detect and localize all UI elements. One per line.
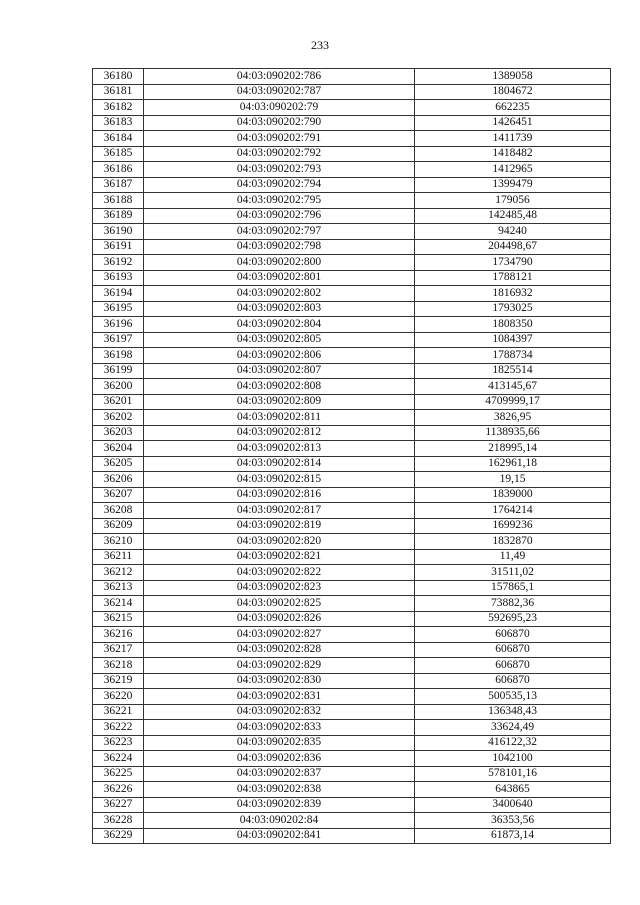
value-cell: 1825514	[415, 363, 611, 379]
table-row	[93, 115, 611, 131]
cadastral-number-cell: 04:03:090202:815	[144, 472, 415, 488]
value-cell: 73882,36	[415, 596, 611, 612]
value-cell: 578101,16	[415, 766, 611, 782]
table-row	[93, 456, 611, 472]
cadastral-number-cell: 04:03:090202:786	[144, 69, 415, 85]
value-cell: 1389058	[415, 69, 611, 85]
cadastral-number-cell: 04:03:090202:830	[144, 673, 415, 689]
row-number-cell: 36180	[93, 69, 144, 85]
table-row	[93, 394, 611, 410]
row-number-cell: 36206	[93, 472, 144, 488]
table-row	[93, 487, 611, 503]
value-cell: 3400640	[415, 797, 611, 813]
value-cell: 204498,67	[415, 239, 611, 255]
cadastral-number-cell: 04:03:090202:798	[144, 239, 415, 255]
value-cell: 606870	[415, 627, 611, 643]
value-cell: 606870	[415, 658, 611, 674]
row-number-cell: 36194	[93, 286, 144, 302]
row-number-cell: 36220	[93, 689, 144, 705]
value-cell: 662235	[415, 100, 611, 116]
cadastral-number-cell: 04:03:090202:822	[144, 565, 415, 581]
row-number-cell: 36224	[93, 751, 144, 767]
table-row	[93, 720, 611, 736]
value-cell: 606870	[415, 642, 611, 658]
value-cell: 142485,48	[415, 208, 611, 224]
row-number-cell: 36185	[93, 146, 144, 162]
cadastral-number-cell: 04:03:090202:832	[144, 704, 415, 720]
table-row	[93, 69, 611, 85]
table-row	[93, 534, 611, 550]
row-number-cell: 36192	[93, 255, 144, 271]
value-cell: 1042100	[415, 751, 611, 767]
row-number-cell: 36226	[93, 782, 144, 798]
table-row	[93, 425, 611, 441]
value-cell: 1138935,66	[415, 425, 611, 441]
table-row	[93, 565, 611, 581]
table-row	[93, 766, 611, 782]
table-row	[93, 549, 611, 565]
row-number-cell: 36227	[93, 797, 144, 813]
cadastral-number-cell: 04:03:090202:828	[144, 642, 415, 658]
row-number-cell: 36222	[93, 720, 144, 736]
cadastral-number-cell: 04:03:090202:821	[144, 549, 415, 565]
table-row	[93, 193, 611, 209]
table-row	[93, 596, 611, 612]
row-number-cell: 36203	[93, 425, 144, 441]
row-number-cell: 36209	[93, 518, 144, 534]
table-row	[93, 673, 611, 689]
row-number-cell: 36201	[93, 394, 144, 410]
cadastral-number-cell: 04:03:090202:793	[144, 162, 415, 178]
value-cell: 1832870	[415, 534, 611, 550]
cadastral-number-cell: 04:03:090202:800	[144, 255, 415, 271]
row-number-cell: 36188	[93, 193, 144, 209]
row-number-cell: 36219	[93, 673, 144, 689]
row-number-cell: 36218	[93, 658, 144, 674]
row-number-cell: 36197	[93, 332, 144, 348]
row-number-cell: 36181	[93, 84, 144, 100]
row-number-cell: 36210	[93, 534, 144, 550]
row-number-cell: 36221	[93, 704, 144, 720]
row-number-cell: 36191	[93, 239, 144, 255]
cadastral-number-cell: 04:03:090202:787	[144, 84, 415, 100]
cadastral-number-cell: 04:03:090202:802	[144, 286, 415, 302]
cadastral-number-cell: 04:03:090202:839	[144, 797, 415, 813]
table-row	[93, 332, 611, 348]
table-row	[93, 518, 611, 534]
row-number-cell: 36216	[93, 627, 144, 643]
table-row	[93, 255, 611, 271]
value-cell: 1699236	[415, 518, 611, 534]
value-cell: 1734790	[415, 255, 611, 271]
table-row	[93, 301, 611, 317]
row-number-cell: 36189	[93, 208, 144, 224]
row-number-cell: 36214	[93, 596, 144, 612]
value-cell: 1411739	[415, 131, 611, 147]
row-number-cell: 36202	[93, 410, 144, 426]
cadastral-number-cell: 04:03:090202:817	[144, 503, 415, 519]
row-number-cell: 36187	[93, 177, 144, 193]
row-number-cell: 36225	[93, 766, 144, 782]
value-cell: 1418482	[415, 146, 611, 162]
row-number-cell: 36199	[93, 363, 144, 379]
cadastral-number-cell: 04:03:090202:792	[144, 146, 415, 162]
table-row	[93, 658, 611, 674]
value-cell: 1788121	[415, 270, 611, 286]
cadastral-number-cell: 04:03:090202:84	[144, 813, 415, 829]
table-row	[93, 410, 611, 426]
table-body	[93, 69, 611, 844]
table-row	[93, 704, 611, 720]
cadastral-number-cell: 04:03:090202:79	[144, 100, 415, 116]
value-cell: 1399479	[415, 177, 611, 193]
cadastral-number-cell: 04:03:090202:812	[144, 425, 415, 441]
row-number-cell: 36183	[93, 115, 144, 131]
table-row	[93, 162, 611, 178]
table-row	[93, 797, 611, 813]
table-row	[93, 611, 611, 627]
table-row	[93, 751, 611, 767]
row-number-cell: 36182	[93, 100, 144, 116]
table-row	[93, 84, 611, 100]
row-number-cell: 36211	[93, 549, 144, 565]
table-row	[93, 828, 611, 844]
table-row	[93, 224, 611, 240]
row-number-cell: 36186	[93, 162, 144, 178]
row-number-cell: 36208	[93, 503, 144, 519]
value-cell: 31511,02	[415, 565, 611, 581]
row-number-cell: 36190	[93, 224, 144, 240]
row-number-cell: 36198	[93, 348, 144, 364]
value-cell: 1793025	[415, 301, 611, 317]
cadastral-number-cell: 04:03:090202:796	[144, 208, 415, 224]
table-row	[93, 286, 611, 302]
cadastral-number-cell: 04:03:090202:819	[144, 518, 415, 534]
value-cell: 94240	[415, 224, 611, 240]
row-number-cell: 36229	[93, 828, 144, 844]
cadastral-number-cell: 04:03:090202:814	[144, 456, 415, 472]
page-number: 233	[311, 38, 329, 52]
table-row	[93, 363, 611, 379]
cadastral-number-cell: 04:03:090202:804	[144, 317, 415, 333]
value-cell: 4709999,17	[415, 394, 611, 410]
row-number-cell: 36205	[93, 456, 144, 472]
table-row	[93, 689, 611, 705]
cadastral-number-cell: 04:03:090202:807	[144, 363, 415, 379]
value-cell: 36353,56	[415, 813, 611, 829]
cadastral-number-cell: 04:03:090202:827	[144, 627, 415, 643]
cadastral-number-cell: 04:03:090202:805	[144, 332, 415, 348]
row-number-cell: 36207	[93, 487, 144, 503]
table-row	[93, 146, 611, 162]
cadastral-number-cell: 04:03:090202:841	[144, 828, 415, 844]
row-number-cell: 36193	[93, 270, 144, 286]
cadastral-number-cell: 04:03:090202:825	[144, 596, 415, 612]
table-row	[93, 580, 611, 596]
cadastral-number-cell: 04:03:090202:836	[144, 751, 415, 767]
cadastral-number-cell: 04:03:090202:806	[144, 348, 415, 364]
value-cell: 1788734	[415, 348, 611, 364]
cadastral-number-cell: 04:03:090202:811	[144, 410, 415, 426]
value-cell: 1412965	[415, 162, 611, 178]
cadastral-number-cell: 04:03:090202:795	[144, 193, 415, 209]
value-cell: 1426451	[415, 115, 611, 131]
value-cell: 643865	[415, 782, 611, 798]
value-cell: 606870	[415, 673, 611, 689]
table-row	[93, 239, 611, 255]
cadastral-number-cell: 04:03:090202:808	[144, 379, 415, 395]
cadastral-number-cell: 04:03:090202:826	[144, 611, 415, 627]
cadastral-number-cell: 04:03:090202:791	[144, 131, 415, 147]
value-cell: 1808350	[415, 317, 611, 333]
cadastral-number-cell: 04:03:090202:820	[144, 534, 415, 550]
value-cell: 136348,43	[415, 704, 611, 720]
cadastral-number-cell: 04:03:090202:816	[144, 487, 415, 503]
cadastral-number-cell: 04:03:090202:797	[144, 224, 415, 240]
value-cell: 3826,95	[415, 410, 611, 426]
cadastral-value-table	[92, 68, 611, 844]
value-cell: 179056	[415, 193, 611, 209]
value-cell: 1764214	[415, 503, 611, 519]
row-number-cell: 36213	[93, 580, 144, 596]
table-row	[93, 317, 611, 333]
row-number-cell: 36196	[93, 317, 144, 333]
value-cell: 416122,32	[415, 735, 611, 751]
row-number-cell: 36217	[93, 642, 144, 658]
row-number-cell: 36223	[93, 735, 144, 751]
table-row	[93, 208, 611, 224]
value-cell: 162961,18	[415, 456, 611, 472]
row-number-cell: 36228	[93, 813, 144, 829]
cadastral-number-cell: 04:03:090202:790	[144, 115, 415, 131]
row-number-cell: 36215	[93, 611, 144, 627]
cadastral-number-cell: 04:03:090202:835	[144, 735, 415, 751]
cadastral-number-cell: 04:03:090202:829	[144, 658, 415, 674]
cadastral-number-cell: 04:03:090202:838	[144, 782, 415, 798]
table-row	[93, 782, 611, 798]
row-number-cell: 36195	[93, 301, 144, 317]
table-row	[93, 642, 611, 658]
value-cell: 1084397	[415, 332, 611, 348]
value-cell: 11,49	[415, 549, 611, 565]
value-cell: 1816932	[415, 286, 611, 302]
table-row	[93, 270, 611, 286]
table-row	[93, 503, 611, 519]
value-cell: 413145,67	[415, 379, 611, 395]
value-cell: 19,15	[415, 472, 611, 488]
row-number-cell: 36184	[93, 131, 144, 147]
cadastral-number-cell: 04:03:090202:809	[144, 394, 415, 410]
cadastral-number-cell: 04:03:090202:831	[144, 689, 415, 705]
row-number-cell: 36200	[93, 379, 144, 395]
cadastral-number-cell: 04:03:090202:823	[144, 580, 415, 596]
value-cell: 1839000	[415, 487, 611, 503]
cadastral-number-cell: 04:03:090202:803	[144, 301, 415, 317]
table-row	[93, 348, 611, 364]
row-number-cell: 36212	[93, 565, 144, 581]
table-row	[93, 472, 611, 488]
cadastral-number-cell: 04:03:090202:794	[144, 177, 415, 193]
value-cell: 61873,14	[415, 828, 611, 844]
table-row	[93, 131, 611, 147]
cadastral-number-cell: 04:03:090202:833	[144, 720, 415, 736]
value-cell: 218995,14	[415, 441, 611, 457]
table-row	[93, 627, 611, 643]
row-number-cell: 36204	[93, 441, 144, 457]
table-row	[93, 813, 611, 829]
value-cell: 157865,1	[415, 580, 611, 596]
cadastral-number-cell: 04:03:090202:813	[144, 441, 415, 457]
table-row	[93, 100, 611, 116]
table-row	[93, 735, 611, 751]
table-row	[93, 441, 611, 457]
table-row	[93, 177, 611, 193]
cadastral-number-cell: 04:03:090202:837	[144, 766, 415, 782]
value-cell: 33624,49	[415, 720, 611, 736]
cadastral-number-cell: 04:03:090202:801	[144, 270, 415, 286]
value-cell: 592695,23	[415, 611, 611, 627]
value-cell: 1804672	[415, 84, 611, 100]
value-cell: 500535,13	[415, 689, 611, 705]
table-row	[93, 379, 611, 395]
